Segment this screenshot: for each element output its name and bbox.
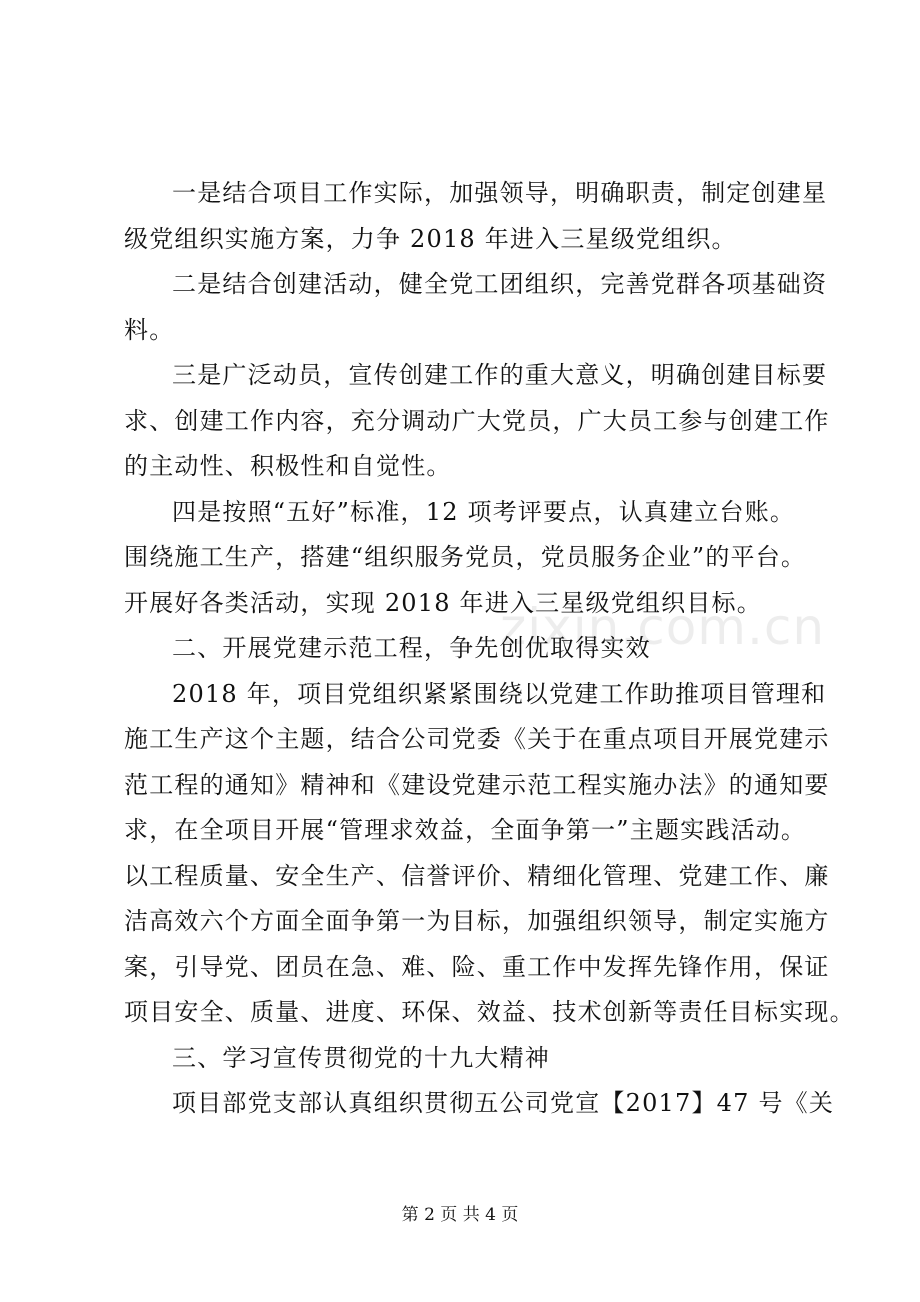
text-line: 项目部党支部认真组织贯彻五公司党宣【2017】47 号《关 [172, 1089, 835, 1117]
text-line: 案，引导党、团员在急、难、险、重工作中发挥先锋作用，保证 [124, 952, 830, 981]
text-line: 以工程质量、安全生产、信誉评价、精细化管理、党建工作、廉 [124, 861, 830, 890]
text-line: 围绕施工生产，搭建“组织服务党员，党员服务企业”的平台。 [124, 543, 807, 571]
text-line: 施工生产这个主题，结合公司党委《关于在重点项目开展党建示 [124, 725, 830, 753]
text-line: 洁高效六个方面全面争第一为目标，加强组织领导，制定实施方 [124, 907, 830, 935]
text-line: 的主动性、积极性和自觉性。 [124, 452, 452, 480]
text-line: 开展好各类活动，实现 2018 年进入三星级党组织目标。 [124, 588, 762, 617]
section-heading: 三、学习宣传贯彻党的十九大精神 [172, 1043, 550, 1072]
watermark: zixin.com.cn [500, 598, 826, 656]
text-line: 求、创建工作内容，充分调动广大党员，广大员工参与创建工作 [124, 406, 830, 435]
text-line: 级党组织实施方案，力争 2018 年进入三星级党组织。 [124, 224, 737, 253]
text-line: 求，在全项目开展“管理求效益，全面争第一”主题实践活动。 [124, 816, 807, 844]
text-line: 三是广泛动员，宣传创建工作的重大意义，明确创建目标要 [172, 361, 828, 389]
text-line: 范工程的通知》精神和《建设党建示范工程实施办法》的通知要 [124, 770, 830, 799]
section-heading: 二、开展党建示范工程，争先创优取得实效 [172, 634, 651, 662]
text-line: 二是结合创建活动，健全党工团组织，完善党群各项基础资 [172, 270, 828, 298]
text-line: 四是按照“五好”标准，12 项考评要点，认真建立台账。 [172, 497, 796, 526]
text-line: 2018 年，项目党组织紧紧围绕以党建工作助推项目管理和 [172, 679, 827, 708]
text-line: 一是结合项目工作实际，加强领导，明确职责，制定创建星 [172, 179, 828, 207]
page-number: 第 2 页 共 4 页 [401, 1205, 519, 1225]
text-line: 料。 [124, 315, 175, 344]
body-text [124, 171, 855, 1127]
text-line: 项目安全、质量、进度、环保、效益、技术创新等责任目标实现。 [124, 998, 855, 1026]
